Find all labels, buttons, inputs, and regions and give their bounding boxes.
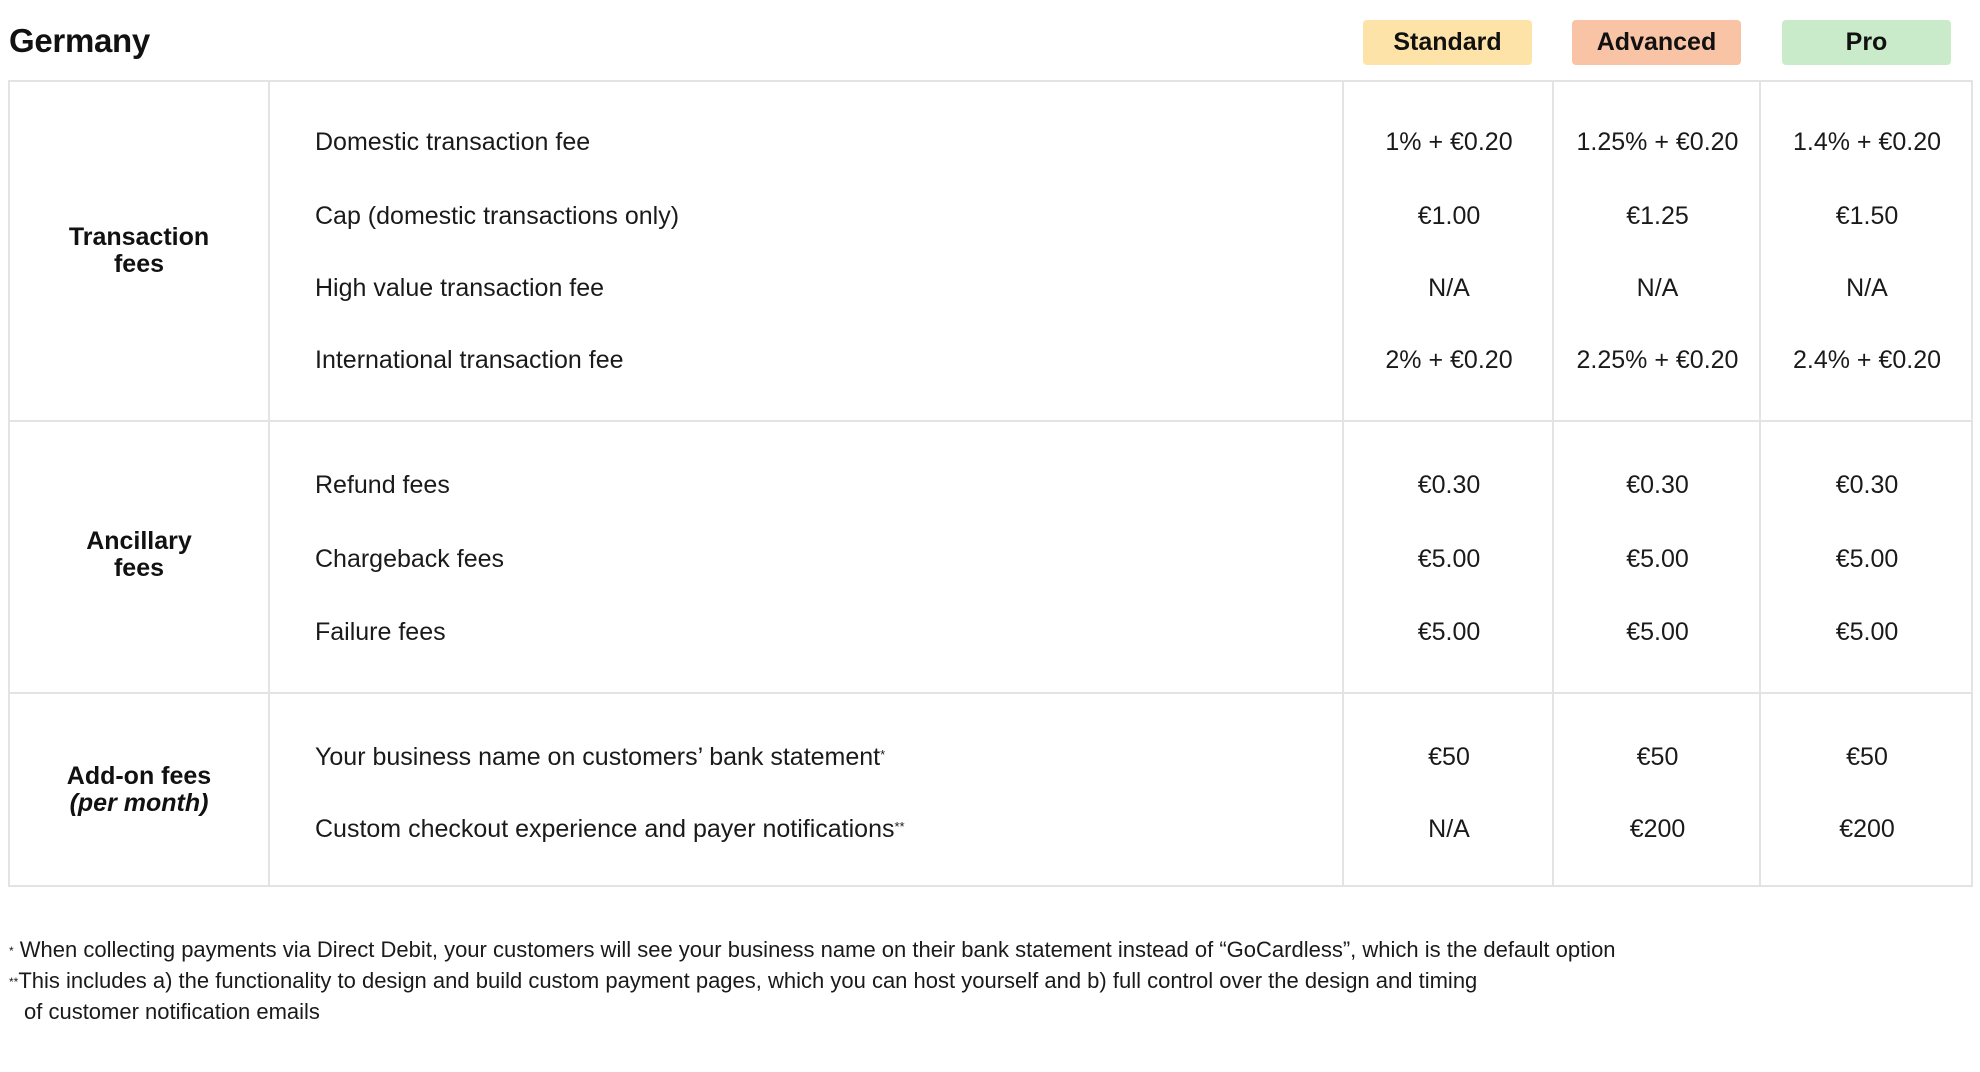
cell-pro: 1.4% + €0.20 <box>1792 128 1942 156</box>
footnote-mark: ** <box>894 819 905 834</box>
cell-standard: €0.30 <box>1417 471 1481 499</box>
cell-advanced: €200 <box>1629 815 1686 843</box>
footnote-2-continued: of customer notification emails <box>24 999 320 1024</box>
cell-pro: €5.00 <box>1835 545 1899 573</box>
cell-advanced: N/A <box>1636 274 1679 302</box>
page-title: Germany <box>9 22 150 59</box>
row-label-text: Custom checkout experience and payer notifications <box>315 815 895 843</box>
row-label-chargeback-fees: Chargeback fees <box>315 545 505 573</box>
cell-pro: €1.50 <box>1835 202 1899 230</box>
section-divider <box>10 692 1971 694</box>
section-label-line: fees <box>113 250 165 278</box>
section-divider <box>10 420 1971 422</box>
cell-pro: N/A <box>1846 274 1888 302</box>
fee-table <box>8 80 1973 887</box>
cell-standard: €5.00 <box>1417 545 1481 573</box>
section-label-line: Add-on fees <box>66 762 212 790</box>
footnote-1 <box>9 934 1616 965</box>
column-divider <box>268 82 270 885</box>
cell-standard: N/A <box>1428 815 1470 843</box>
cell-advanced: €1.25 <box>1626 202 1689 230</box>
section-label-line: Transaction <box>68 223 210 251</box>
row-label-high-value-transaction-fee: High value transaction fee <box>315 274 605 302</box>
section-label-line: fees <box>113 554 165 582</box>
footnote-text: This includes a) the functionality to design and build custom payment pages, which you can host yourself and b) full control over the design and timing <box>18 968 1478 993</box>
cell-standard: 1% + €0.20 <box>1385 128 1513 156</box>
footnote-mark: * <box>880 747 886 762</box>
cell-pro: €50 <box>1846 743 1888 771</box>
section-label-ancillary-fees <box>10 528 268 582</box>
section-label-line: Ancillary <box>86 527 192 555</box>
cell-pro: €200 <box>1839 815 1895 843</box>
section-label-transaction-fees <box>10 224 268 278</box>
plan-badge-advanced: Advanced <box>1572 20 1741 65</box>
cell-advanced: €50 <box>1636 743 1679 771</box>
cell-advanced: 1.25% + €0.20 <box>1576 128 1739 156</box>
row-label-failure-fees: Failure fees <box>315 618 446 646</box>
row-label-cap: Cap (domestic transactions only) <box>315 202 680 230</box>
cell-standard: 2% + €0.20 <box>1385 346 1513 374</box>
row-label-custom-checkout <box>315 814 905 844</box>
cell-pro: €0.30 <box>1835 471 1899 499</box>
cell-standard: €5.00 <box>1417 618 1481 646</box>
cell-standard: €50 <box>1428 743 1470 771</box>
footnote-2 <box>9 965 1477 996</box>
cell-standard: €1.00 <box>1417 202 1481 230</box>
row-label-refund-fees: Refund fees <box>315 471 450 499</box>
row-label-business-name-on-statement <box>315 742 885 772</box>
cell-pro: €5.00 <box>1835 618 1899 646</box>
cell-advanced: €5.00 <box>1626 618 1689 646</box>
section-label-line: (per month) <box>69 789 209 817</box>
row-label-domestic-transaction-fee: Domestic transaction fee <box>315 128 591 156</box>
footnote-mark: * <box>9 944 14 958</box>
section-label-add-on-fees <box>10 763 268 817</box>
plan-badge-pro: Pro <box>1782 20 1951 65</box>
cell-advanced: €0.30 <box>1626 471 1689 499</box>
cell-pro: 2.4% + €0.20 <box>1792 346 1942 374</box>
cell-advanced: 2.25% + €0.20 <box>1576 346 1739 374</box>
footnote-mark: ** <box>9 975 19 989</box>
row-label-international-transaction-fee: International transaction fee <box>315 346 624 374</box>
row-label-text: Your business name on customers’ bank statement <box>315 743 881 771</box>
cell-advanced: €5.00 <box>1626 545 1689 573</box>
footnote-text: When collecting payments via Direct Debit, your customers will see your business name on their bank statement instead of “GoCardless”, which is the default option <box>13 937 1616 962</box>
cell-standard: N/A <box>1428 274 1470 302</box>
plan-badge-standard: Standard <box>1363 20 1532 65</box>
